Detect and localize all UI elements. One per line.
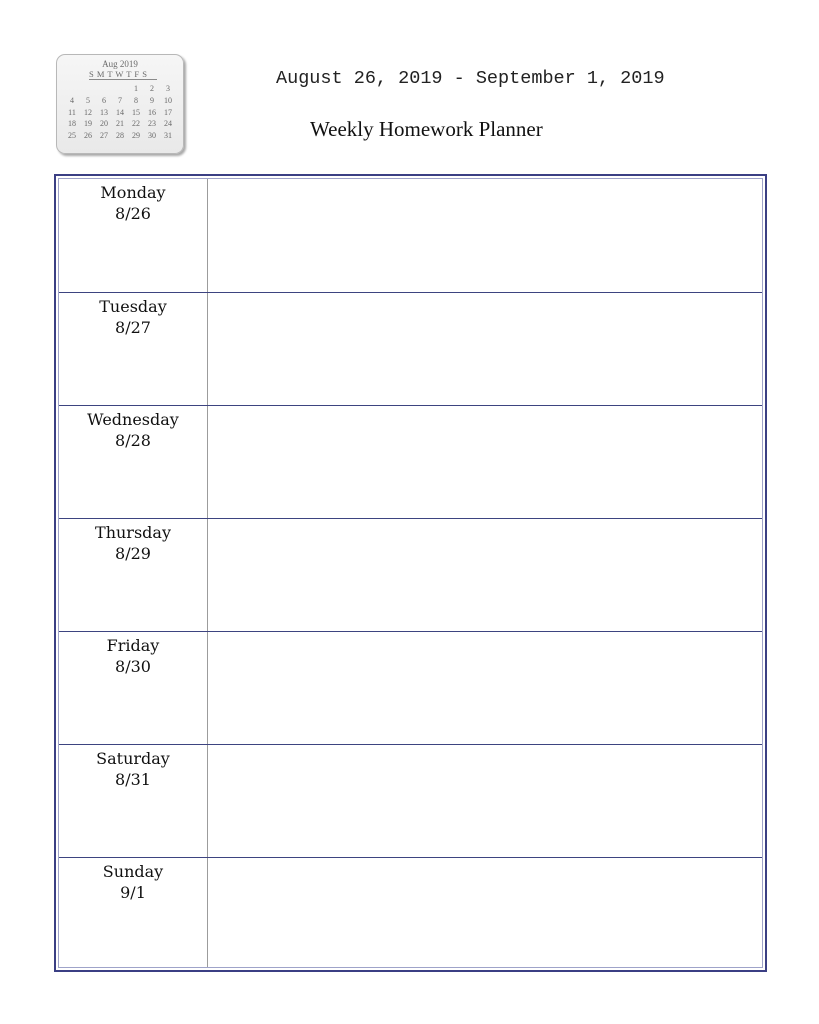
day-label xyxy=(59,632,208,744)
homework-notes-area[interactable] xyxy=(208,406,762,518)
mini-calendar-day: 15 xyxy=(132,107,140,117)
page-title: Weekly Homework Planner xyxy=(310,117,543,141)
planner-inner-frame xyxy=(58,178,763,968)
homework-notes-area[interactable] xyxy=(208,632,762,744)
planner-table xyxy=(54,174,767,972)
mini-calendar xyxy=(56,54,184,154)
mini-calendar-day: 17 xyxy=(164,107,172,117)
day-date: 8/31 xyxy=(115,770,151,789)
date-range: August 26, 2019 - September 1, 2019 xyxy=(276,68,665,89)
mini-calendar-day: 18 xyxy=(68,119,76,129)
day-label xyxy=(59,179,208,292)
mini-calendar-day: 14 xyxy=(116,107,124,117)
day-date: 8/30 xyxy=(115,657,151,676)
homework-notes-area[interactable] xyxy=(208,293,762,405)
day-label xyxy=(59,519,208,631)
mini-calendar-day: 25 xyxy=(68,131,76,141)
mini-calendar-week xyxy=(64,107,176,119)
mini-calendar-day: 23 xyxy=(148,119,156,129)
mini-calendar-day: 3 xyxy=(166,84,170,93)
mini-calendar-day: 30 xyxy=(148,131,156,141)
homework-notes-area[interactable] xyxy=(208,519,762,631)
mini-calendar-day: 11 xyxy=(68,107,76,117)
mini-calendar-day: 24 xyxy=(164,119,172,129)
mini-calendar-week xyxy=(64,83,176,95)
day-row-sunday xyxy=(59,857,762,967)
day-name: Thursday xyxy=(95,523,171,542)
day-name: Wednesday xyxy=(87,410,179,429)
mini-calendar-day: 8 xyxy=(134,95,138,105)
mini-calendar-grid xyxy=(64,83,176,142)
mini-calendar-day xyxy=(96,83,112,95)
mini-calendar-week xyxy=(64,118,176,130)
day-date: 9/1 xyxy=(120,883,146,902)
mini-calendar-day xyxy=(80,83,96,95)
mini-calendar-day: 27 xyxy=(100,131,108,141)
mini-calendar-day: 21 xyxy=(116,119,124,129)
mini-calendar-day: 13 xyxy=(100,107,108,117)
homework-notes-area[interactable] xyxy=(208,745,762,857)
mini-calendar-day: 28 xyxy=(116,131,124,141)
day-name: Monday xyxy=(100,183,166,202)
day-row-thursday xyxy=(59,518,762,631)
mini-calendar-day: 16 xyxy=(148,107,156,117)
mini-calendar-day: 20 xyxy=(100,119,108,129)
day-date: 8/27 xyxy=(115,318,151,337)
mini-calendar-day: 4 xyxy=(70,95,74,105)
mini-calendar-day: 19 xyxy=(84,119,92,129)
mini-calendar-day xyxy=(112,83,128,95)
mini-calendar-day xyxy=(64,83,80,95)
day-row-saturday xyxy=(59,744,762,857)
day-row-wednesday xyxy=(59,405,762,518)
day-row-tuesday xyxy=(59,292,762,405)
mini-calendar-day: 5 xyxy=(86,95,90,105)
mini-calendar-day: 31 xyxy=(164,131,172,141)
mini-calendar-day: 6 xyxy=(102,95,106,105)
day-date: 8/29 xyxy=(115,544,151,563)
mini-calendar-day: 1 xyxy=(134,84,138,93)
mini-calendar-day: 29 xyxy=(132,131,140,141)
mini-calendar-day: 22 xyxy=(132,119,140,129)
day-label xyxy=(59,858,208,967)
day-name: Sunday xyxy=(102,862,164,881)
homework-notes-area[interactable] xyxy=(208,179,762,292)
mini-calendar-day: 9 xyxy=(150,95,154,105)
mini-calendar-day: 12 xyxy=(84,107,92,117)
mini-calendar-week xyxy=(64,130,176,142)
mini-calendar-weekdays: S M T W T F S xyxy=(89,69,157,80)
day-name: Saturday xyxy=(96,749,170,768)
day-label xyxy=(59,745,208,857)
mini-calendar-day: 7 xyxy=(118,95,122,105)
day-row-friday xyxy=(59,631,762,744)
day-date: 8/28 xyxy=(115,431,151,450)
mini-calendar-week xyxy=(64,95,176,107)
day-name: Tuesday xyxy=(99,297,167,316)
day-label xyxy=(59,406,208,518)
mini-calendar-title: Aug 2019 xyxy=(102,59,138,69)
day-date: 8/26 xyxy=(115,204,151,223)
mini-calendar-day: 2 xyxy=(150,84,154,93)
day-label xyxy=(59,293,208,405)
day-name: Friday xyxy=(106,636,160,655)
mini-calendar-day: 26 xyxy=(84,131,92,141)
mini-calendar-day: 10 xyxy=(164,95,172,105)
day-row-monday xyxy=(59,179,762,292)
homework-notes-area[interactable] xyxy=(208,858,762,967)
